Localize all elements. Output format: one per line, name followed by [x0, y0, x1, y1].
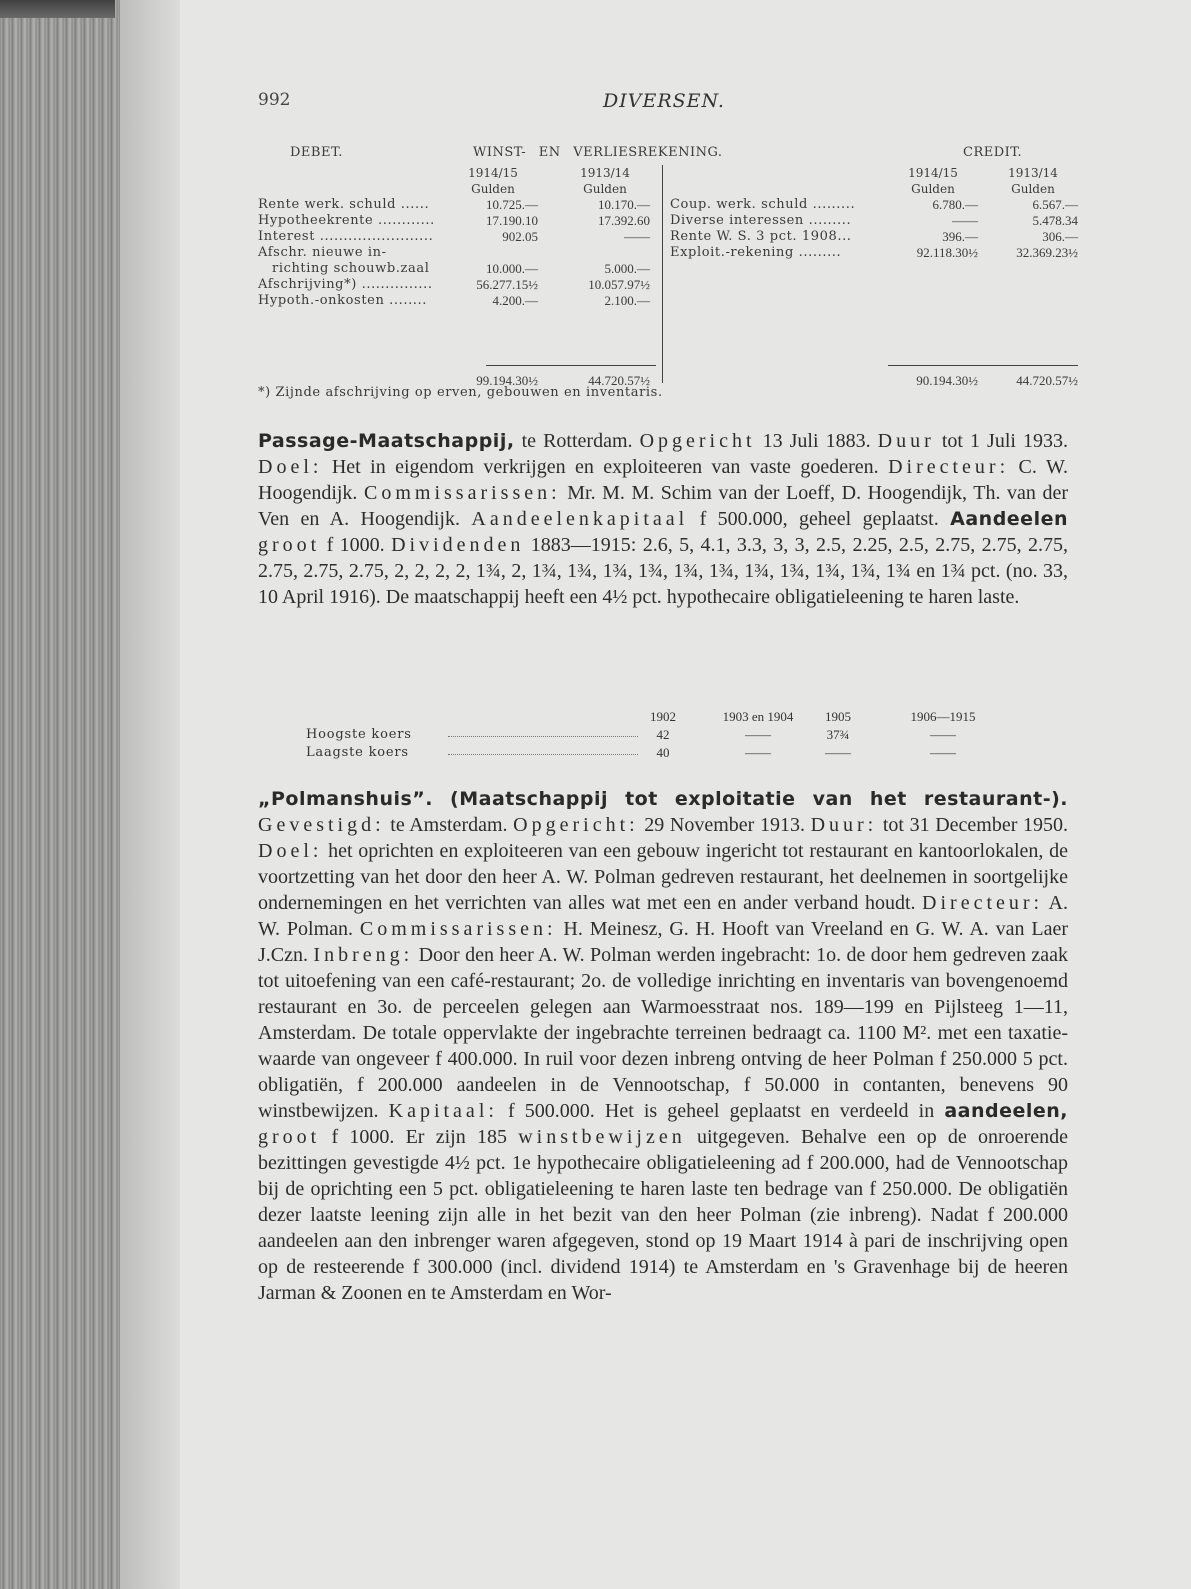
- entry-text: tot 1 Juli 1933.: [934, 430, 1068, 452]
- keyword-opgericht: Opgericht:: [513, 814, 639, 836]
- debit-row: [258, 261, 658, 277]
- value-1914-15: 10.000.—: [486, 261, 538, 276]
- cell: ——: [825, 745, 851, 760]
- company-entry-polmanshuis: [258, 786, 1068, 1306]
- unit-col-1: Gulden: [911, 182, 955, 196]
- entry-text: f 1000. Er zijn 185: [320, 1126, 519, 1148]
- entry-text: A. W. Polman.: [258, 892, 1068, 940]
- row-label: Rente werk. schuld ......: [258, 197, 430, 212]
- row-label: Coup. werk. schuld .........: [670, 197, 856, 212]
- debit-label: DEBET.: [290, 145, 343, 160]
- value-1914-15: 396.—: [942, 229, 978, 244]
- value-1913-14: 5.478.34: [1032, 213, 1078, 228]
- entry-text: Het in eigendom verkrijgen en exploiteeren van vaste goederen.: [322, 456, 889, 478]
- credit-total-row: [670, 373, 1078, 389]
- debit-row: [258, 245, 658, 261]
- keyword-doel: Doel:: [258, 456, 323, 478]
- keyword-aandeelenkapitaal: Aandeelenkapitaal: [471, 508, 689, 530]
- debit-row: [258, 229, 658, 245]
- debit-total-1913-14: 44.720.57½: [588, 373, 650, 388]
- footnote: *) Zijnde afschrijving op erven, gebouwen en inventaris.: [258, 385, 663, 400]
- value-1913-14: 2.100.—: [604, 293, 650, 308]
- year-header-row: [258, 165, 658, 181]
- row-label: Diverse interessen .........: [670, 213, 852, 228]
- debit-side: [258, 165, 658, 388]
- unit-col-2: Gulden: [1011, 182, 1055, 196]
- entry-text: tot 31 December 1950.: [877, 814, 1069, 836]
- value-1914-15: 10.725.—: [486, 197, 538, 212]
- keyword-aandeelen: aandeelen,: [944, 1100, 1068, 1122]
- row-label: Hypoth.-onkosten ........: [258, 293, 428, 308]
- price-table-row: [258, 726, 1068, 744]
- entry-text: uitgegeven. Behalve een op de onroerende bezittingen gevestigde 4½ pct. 1e hypothecaire obligatieleening ad f 200.000, had de Vennootschap bij de oprichting een 5 pct. obligatieleening te haren laste ten bedrage van f 250.000. De obligatiën dezer laatste leening zijn alle in het bezit van den heer Polman (zie inbreng). Nadat f 200.000 aandeelen aan den inbrenger waren afgegeven, stond op 19 Maart 1914 à pari de inschrijving open op de resteerende f 300.000 (incl. dividend 1914) te Amsterdam en 's Gravenhage bij de heeren Jarman & Zoonen en te Amsterdam en Wor-: [258, 1126, 1069, 1304]
- value-1913-14: 10.170.—: [598, 197, 650, 212]
- unit-header-row: [670, 181, 1078, 197]
- book-cover-edge: [0, 0, 115, 18]
- keyword-dividenden: Dividenden: [391, 534, 525, 556]
- year-col-2: 1913/14: [580, 166, 630, 180]
- price-table-header: [258, 708, 1068, 726]
- keyword-inbreng: Inbreng:: [313, 944, 414, 966]
- keyword-directeur: Directeur:: [922, 892, 1044, 914]
- keyword-groot: groot: [258, 1126, 321, 1148]
- unit-col-2: Gulden: [583, 182, 627, 196]
- section-title: DIVERSEN.: [603, 90, 725, 112]
- company-name: Passage-Maatschappij,: [258, 430, 515, 452]
- entry-text: te Amsterdam.: [384, 814, 514, 836]
- keyword-gevestigd: Gevestigd:: [258, 814, 385, 836]
- value-1913-14: ——: [624, 229, 650, 244]
- profit-loss-header: [258, 145, 1078, 165]
- entry-text: Door den heer A. W. Polman werden ingebracht: 1o. de door hem gedreven zaak tot uitoefening van een café-restaurant; 2o. de volledige inrichting en inventaris van bovengenoemd restaurant en 3o. de perceelen gelegen aan Warmoesstraat nos. 189—199 en Pijlsteeg 1—11, Amsterdam. De totale oppervlakte der ingebrachte terreinen bedraagt ca. 1100 M². met een taxatie-waarde van ongeveer f 400.000. In ruil voor dezen inbreng ontving de heer Polman f 250.000 5 pct. obligatiën, f 200.000 aandeelen in de Vennootschap, f 50.000 in contanten, benevens 90 winstbewijzen.: [258, 944, 1068, 1122]
- book-page-edges: [0, 0, 120, 1589]
- cell: ——: [930, 727, 956, 742]
- value-1914-15: 902.05: [502, 229, 538, 244]
- profit-loss-account: [258, 145, 1078, 400]
- debit-row: [258, 277, 658, 293]
- column-divider: [662, 165, 663, 383]
- debit-total-1914-15: 99.194.30½: [476, 373, 538, 388]
- keyword-kapitaal: Kapitaal:: [388, 1100, 498, 1122]
- leader-dots: [448, 754, 638, 755]
- keyword-directeur: Directeur:: [888, 456, 1010, 478]
- cell: 37¾: [826, 727, 850, 742]
- credit-row: [670, 213, 1078, 229]
- running-head: [258, 90, 1078, 114]
- row-label: Afschrijving*) ...............: [258, 277, 433, 292]
- price-table: [258, 708, 1068, 762]
- unit-header-row: [258, 181, 658, 197]
- entry-text: f 1000.: [320, 534, 392, 556]
- value-1913-14: 306.—: [1042, 229, 1078, 244]
- debit-sum-rule: [486, 365, 656, 366]
- unit-col-1: Gulden: [471, 182, 515, 196]
- credit-row: [670, 245, 1078, 261]
- profit-loss-title: WINST- EN VERLIESREKENING.: [473, 145, 723, 160]
- row-label: Rente W. S. 3 pct. 1908...: [670, 229, 852, 244]
- company-entry-passage-maatschappij: [258, 428, 1068, 610]
- value-1914-15: 17.190.10: [486, 213, 538, 228]
- value-1913-14: 17.392.60: [598, 213, 650, 228]
- company-name: „Polmanshuis”. (Maatschappij tot exploitatie van het restaurant-).: [258, 788, 1068, 810]
- credit-row: [670, 197, 1078, 213]
- year-header-row: [670, 165, 1078, 181]
- keyword-commissarissen: Commissarissen:: [359, 918, 557, 940]
- keyword-aandeelen: Aandeelen: [950, 508, 1068, 530]
- column-header: 1902: [650, 709, 676, 724]
- keyword-duur: Duur:: [810, 814, 878, 836]
- row-label: Hypotheekrente ............: [258, 213, 435, 228]
- row-label: Exploit.-rekening .........: [670, 245, 842, 260]
- debit-row: [258, 213, 658, 229]
- entry-text: C. W. Hoogendijk.: [258, 456, 1068, 504]
- cell: 42: [656, 727, 670, 742]
- entry-text: 13 Juli 1883.: [755, 430, 878, 452]
- gutter-shadow: [120, 0, 180, 1589]
- value-1913-14: 5.000.—: [604, 261, 650, 276]
- entry-text: het oprichten en exploiteeren van een gebouw ingericht tot restaurant en kantoorlokalen, de voortzetting van het door den heer A. W. Polman gedreven restaurant, het deelnemen in soortgelijke ondernemingen en het verrichten van alles wat met een en ander verband houdt.: [258, 840, 1068, 914]
- value-1914-15: 92.118.30½: [916, 245, 978, 260]
- credit-total-1914-15: 90.194.30½: [916, 373, 978, 388]
- year-col-1: 1914/15: [908, 166, 958, 180]
- keyword-duur: Duur: [877, 430, 935, 452]
- entry-text: Mr. M. M. Schim van der Loeff, D. Hoogendijk, Th. van der Ven en A. Hoogendijk.: [258, 482, 1068, 530]
- value-1914-15: 4.200.—: [492, 293, 538, 308]
- keyword-opgericht: Opgericht: [639, 430, 756, 452]
- cell: ——: [745, 745, 771, 760]
- entry-text: 1883—1915: 2.6, 5, 4.1, 3.3, 3, 3, 2.5, 2.25, 2.5, 2.75, 2.75, 2.75, 2.75, 2.75, 2.75, 2, 2, 2, 2, 1¾, 2, 1¾, 1¾, 1¾, 1¾, 1¾, 1¾, 1¾, 1¾, 1¾, 1¾, 1¾ en 1¾ pct. (no. 33, 10 April 1916). De maatschappij heeft een 4½ pct. hypothecaire obligatieleening te haren laste.: [258, 534, 1068, 608]
- credit-row: [670, 229, 1078, 245]
- row-label: richting schouwb.zaal: [272, 261, 430, 276]
- leader-dots: [448, 736, 638, 737]
- row-label: Hoogste koers: [306, 727, 412, 742]
- column-header: 1906—1915: [910, 709, 976, 724]
- debit-row: [258, 293, 658, 309]
- credit-total-1913-14: 44.720.57½: [1016, 373, 1078, 388]
- page-number: 992: [258, 90, 291, 110]
- price-table-row: [258, 744, 1068, 762]
- column-header: 1905: [825, 709, 851, 724]
- row-label: Laagste koers: [306, 745, 409, 760]
- entry-text: f 500.000, geheel geplaatst.: [688, 508, 951, 530]
- column-header: 1903 en 1904: [722, 709, 794, 724]
- value-1914-15: ——: [952, 213, 978, 228]
- credit-sum-rule: [888, 365, 1078, 366]
- value-1914-15: 6.780.—: [932, 197, 978, 212]
- value-1913-14: 32.369.23½: [1016, 245, 1078, 260]
- value-1913-14: 6.567.—: [1032, 197, 1078, 212]
- keyword-winstbewijzen: winstbewijzen: [518, 1126, 686, 1148]
- entry-text: te Rotterdam.: [514, 430, 640, 452]
- cell: ——: [930, 745, 956, 760]
- keyword-commissarissen: Commissarissen:: [364, 482, 561, 504]
- debit-row: [258, 197, 658, 213]
- entry-text: 29 November 1913.: [638, 814, 811, 836]
- cell: 40: [656, 745, 670, 760]
- row-label: Afschr. nieuwe in-: [258, 245, 387, 260]
- year-col-2: 1913/14: [1008, 166, 1058, 180]
- year-col-1: 1914/15: [468, 166, 518, 180]
- credit-side: [670, 165, 1078, 388]
- value-1914-15: 56.277.15½: [476, 277, 538, 292]
- value-1913-14: 10.057.97½: [588, 277, 650, 292]
- cell: ——: [745, 727, 771, 742]
- credit-label: CREDIT.: [963, 145, 1023, 160]
- keyword-doel: Doel:: [258, 840, 323, 862]
- entry-text: H. Meinesz, G. H. Hooft van Vreeland en G. W. A. van Laer J.Czn.: [258, 918, 1068, 966]
- row-label: Interest ........................: [258, 229, 434, 244]
- entry-text: f 500.000. Het is geheel geplaatst en verdeeld in: [497, 1100, 945, 1122]
- keyword-groot: groot: [258, 534, 321, 556]
- profit-loss-body: [258, 165, 1078, 388]
